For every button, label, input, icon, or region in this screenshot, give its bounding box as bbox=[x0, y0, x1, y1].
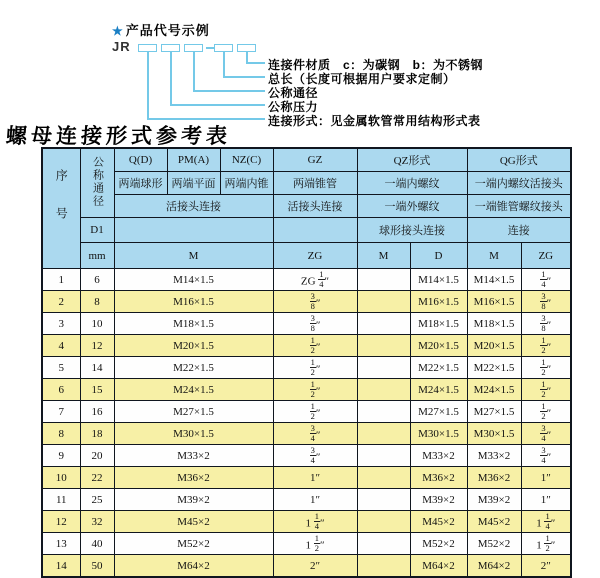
connector-line bbox=[246, 62, 265, 64]
diagram-label-connection: 连接形式：见金属软管常用结构形式表 bbox=[268, 114, 481, 128]
header-nz-desc: 两端内锥 bbox=[220, 172, 273, 195]
cell-seq: 14 bbox=[42, 555, 80, 578]
cell-qg-m: M39×2 bbox=[467, 489, 521, 511]
cell-qz-d: M64×2 bbox=[410, 555, 467, 578]
header-q-desc: 两端球形 bbox=[114, 172, 167, 195]
table-row bbox=[42, 357, 571, 379]
cell-dn: 10 bbox=[80, 313, 114, 335]
cell-qz-d: M24×1.5 bbox=[410, 379, 467, 401]
cell-qz-m bbox=[357, 445, 410, 467]
cell-qz-d: M16×1.5 bbox=[410, 291, 467, 313]
cell-m: M27×1.5 bbox=[114, 401, 273, 423]
cell-qz-d: M27×1.5 bbox=[410, 401, 467, 423]
cell-qz-d: M30×1.5 bbox=[410, 423, 467, 445]
header-col-zg2: ZG bbox=[521, 243, 571, 269]
code-box-5 bbox=[237, 44, 256, 52]
header-qg-desc1: 一端内螺纹活接头 bbox=[467, 172, 571, 195]
header-qg-conn: 连接 bbox=[467, 218, 571, 243]
cell-seq: 11 bbox=[42, 489, 80, 511]
cell-qz-m bbox=[357, 489, 410, 511]
cell-qg-zg: $\frac{3}{8}$ ″ bbox=[521, 313, 571, 335]
header-qg-desc2: 一端锥管螺纹接头 bbox=[467, 195, 571, 218]
cell-gz-zg: $\frac{1}{2}$ ″ bbox=[273, 379, 357, 401]
cell-qg-m: M14×1.5 bbox=[467, 269, 521, 291]
header-pm: PM(A) bbox=[167, 148, 220, 172]
connector-line bbox=[193, 90, 265, 92]
cell-qg-m: M24×1.5 bbox=[467, 379, 521, 401]
cell-m: M22×1.5 bbox=[114, 357, 273, 379]
cell-qg-zg: $\frac{1}{2}$ ″ bbox=[521, 357, 571, 379]
table-row bbox=[42, 335, 571, 357]
header-q: Q(D) bbox=[114, 148, 167, 172]
cell-qg-m: M64×2 bbox=[467, 555, 521, 578]
header-d1: D1 bbox=[80, 218, 114, 243]
connector-line bbox=[170, 52, 172, 105]
cell-qg-zg: 1 $\frac{1}{2}$ ″ bbox=[521, 533, 571, 555]
code-box-2 bbox=[161, 44, 180, 52]
cell-dn: 25 bbox=[80, 489, 114, 511]
cell-qz-m bbox=[357, 555, 410, 578]
cell-qz-d: M52×2 bbox=[410, 533, 467, 555]
connector-line bbox=[193, 52, 195, 91]
cell-qg-m: M27×1.5 bbox=[467, 401, 521, 423]
cell-gz-zg: $\frac{3}{4}$ ″ bbox=[273, 445, 357, 467]
cell-qg-m: M45×2 bbox=[467, 511, 521, 533]
cell-qz-d: M14×1.5 bbox=[410, 269, 467, 291]
header-qz-desc1: 一端内螺纹 bbox=[357, 172, 467, 195]
cell-gz-zg: $\frac{1}{2}$ ″ bbox=[273, 335, 357, 357]
connector-line bbox=[223, 76, 265, 78]
header-col-zg1: ZG bbox=[273, 243, 357, 269]
cell-m: M64×2 bbox=[114, 555, 273, 578]
diagram-label-diameter: 公称通径 bbox=[268, 86, 319, 100]
header-qz-conn: 球形接头连接 bbox=[357, 218, 467, 243]
diagram-label-material: 连接件材质 c：为碳钢 b：为不锈钢 bbox=[268, 58, 484, 72]
table-row bbox=[42, 467, 571, 489]
cell-m: M20×1.5 bbox=[114, 335, 273, 357]
cell-gz-zg: $\frac{3}{8}$ ″ bbox=[273, 313, 357, 335]
cell-qz-d: M39×2 bbox=[410, 489, 467, 511]
header-row-2 bbox=[42, 172, 571, 195]
cell-m: M39×2 bbox=[114, 489, 273, 511]
code-dash bbox=[206, 47, 214, 49]
cell-seq: 9 bbox=[42, 445, 80, 467]
header-col-d: D bbox=[410, 243, 467, 269]
diagram-label-length: 总长（长度可根据用户要求定制） bbox=[268, 72, 456, 86]
header-row-3 bbox=[42, 195, 571, 218]
header-empty bbox=[273, 218, 357, 243]
cell-seq: 1 bbox=[42, 269, 80, 291]
cell-dn: 20 bbox=[80, 445, 114, 467]
cell-qz-m bbox=[357, 533, 410, 555]
header-row-5 bbox=[42, 243, 571, 269]
table-row bbox=[42, 313, 571, 335]
table-row bbox=[42, 511, 571, 533]
header-qz-desc2: 一端外螺纹 bbox=[357, 195, 467, 218]
cell-m: M30×1.5 bbox=[114, 423, 273, 445]
cell-qg-m: M22×1.5 bbox=[467, 357, 521, 379]
header-dn: 公称通径 bbox=[80, 148, 114, 218]
cell-dn: 6 bbox=[80, 269, 114, 291]
cell-qz-d: M22×1.5 bbox=[410, 357, 467, 379]
cell-qg-m: M20×1.5 bbox=[467, 335, 521, 357]
cell-qz-m bbox=[357, 335, 410, 357]
header-gz: GZ bbox=[273, 148, 357, 172]
cell-qg-zg: $\frac{3}{8}$ ″ bbox=[521, 291, 571, 313]
cell-dn: 50 bbox=[80, 555, 114, 578]
table-row bbox=[42, 291, 571, 313]
cell-m: M36×2 bbox=[114, 467, 273, 489]
connector-line bbox=[147, 52, 149, 119]
cell-dn: 32 bbox=[80, 511, 114, 533]
cell-qg-zg: 1″ bbox=[521, 489, 571, 511]
cell-dn: 8 bbox=[80, 291, 114, 313]
cell-qz-d: M18×1.5 bbox=[410, 313, 467, 335]
cell-qz-d: M45×2 bbox=[410, 511, 467, 533]
code-box-1 bbox=[138, 44, 157, 52]
cell-dn: 12 bbox=[80, 335, 114, 357]
cell-dn: 14 bbox=[80, 357, 114, 379]
cell-qz-m bbox=[357, 401, 410, 423]
cell-seq: 5 bbox=[42, 357, 80, 379]
cell-qz-m bbox=[357, 423, 410, 445]
cell-qz-m bbox=[357, 357, 410, 379]
table-row bbox=[42, 445, 571, 467]
header-col-m2: M bbox=[357, 243, 410, 269]
cell-m: M33×2 bbox=[114, 445, 273, 467]
cell-seq: 12 bbox=[42, 511, 80, 533]
cell-qg-m: M18×1.5 bbox=[467, 313, 521, 335]
header-gz-desc: 两端锥管 bbox=[273, 172, 357, 195]
cell-seq: 4 bbox=[42, 335, 80, 357]
cell-seq: 7 bbox=[42, 401, 80, 423]
cell-gz-zg: $\frac{1}{2}$ ″ bbox=[273, 357, 357, 379]
cell-qg-zg: $\frac{1}{2}$ ″ bbox=[521, 379, 571, 401]
cell-m: M14×1.5 bbox=[114, 269, 273, 291]
cell-m: M18×1.5 bbox=[114, 313, 273, 335]
cell-m: M16×1.5 bbox=[114, 291, 273, 313]
cell-qg-zg: $\frac{1}{2}$ ″ bbox=[521, 401, 571, 423]
cell-dn: 40 bbox=[80, 533, 114, 555]
header-row-4 bbox=[42, 218, 571, 243]
cell-qg-zg: $\frac{3}{4}$ ″ bbox=[521, 445, 571, 467]
cell-gz-zg: ZG $\frac{1}{4}$ ″ bbox=[273, 269, 357, 291]
cell-seq: 10 bbox=[42, 467, 80, 489]
table-row bbox=[42, 401, 571, 423]
cell-seq: 8 bbox=[42, 423, 80, 445]
cell-m: M52×2 bbox=[114, 533, 273, 555]
header-qz: QZ形式 bbox=[357, 148, 467, 172]
diagram-heading-text: 产品代号示例 bbox=[125, 23, 210, 38]
table-row bbox=[42, 555, 571, 578]
cell-gz-zg: 2″ bbox=[273, 555, 357, 578]
cell-qz-m bbox=[357, 467, 410, 489]
diagram-heading bbox=[112, 20, 210, 39]
table-row bbox=[42, 379, 571, 401]
cell-qz-m bbox=[357, 379, 410, 401]
star-icon: ★ bbox=[112, 24, 124, 38]
connector-line bbox=[170, 104, 265, 106]
cell-qg-zg: 1 $\frac{1}{4}$ ″ bbox=[521, 511, 571, 533]
cell-qg-zg: $\frac{3}{4}$ ″ bbox=[521, 423, 571, 445]
header-seq: 序号 bbox=[42, 148, 80, 269]
cell-gz-zg: $\frac{3}{8}$ ″ bbox=[273, 291, 357, 313]
cell-qg-zg: $\frac{1}{4}$ ″ bbox=[521, 269, 571, 291]
cell-gz-zg: 1″ bbox=[273, 467, 357, 489]
table-header bbox=[42, 148, 571, 269]
header-nz: NZ(C) bbox=[220, 148, 273, 172]
cell-gz-zg: $\frac{1}{2}$ ″ bbox=[273, 401, 357, 423]
table-row bbox=[42, 269, 571, 291]
cell-qz-m bbox=[357, 313, 410, 335]
cell-qg-m: M52×2 bbox=[467, 533, 521, 555]
header-pm-desc: 两端平面 bbox=[167, 172, 220, 195]
cell-gz-zg: 1″ bbox=[273, 489, 357, 511]
nut-connection-reference-table bbox=[41, 147, 572, 578]
cell-gz-zg: 1 $\frac{1}{2}$ ″ bbox=[273, 533, 357, 555]
header-gz-conn: 活接头连接 bbox=[273, 195, 357, 218]
cell-qz-d: M20×1.5 bbox=[410, 335, 467, 357]
cell-qg-zg: 1″ bbox=[521, 467, 571, 489]
cell-m: M45×2 bbox=[114, 511, 273, 533]
table-row bbox=[42, 423, 571, 445]
diagram-label-pressure: 公称压力 bbox=[268, 100, 319, 114]
cell-m: M24×1.5 bbox=[114, 379, 273, 401]
cell-qg-zg: 2″ bbox=[521, 555, 571, 578]
cell-gz-zg: 1 $\frac{1}{4}$ ″ bbox=[273, 511, 357, 533]
cell-qz-d: M36×2 bbox=[410, 467, 467, 489]
cell-qg-m: M30×1.5 bbox=[467, 423, 521, 445]
code-box-3 bbox=[184, 44, 203, 52]
cell-gz-zg: $\frac{3}{4}$ ″ bbox=[273, 423, 357, 445]
header-union-conn: 活接头连接 bbox=[114, 195, 273, 218]
header-col-m1: M bbox=[114, 243, 273, 269]
code-prefix: JR bbox=[112, 39, 131, 54]
header-row-1 bbox=[42, 148, 571, 172]
table-title: 螺母连接形式参考表 bbox=[5, 123, 232, 148]
table-row bbox=[42, 533, 571, 555]
code-box-4 bbox=[214, 44, 233, 52]
header-qg: QG形式 bbox=[467, 148, 571, 172]
cell-qg-m: M36×2 bbox=[467, 467, 521, 489]
header-empty bbox=[114, 218, 273, 243]
cell-qz-m bbox=[357, 291, 410, 313]
cell-seq: 2 bbox=[42, 291, 80, 313]
cell-qz-m bbox=[357, 269, 410, 291]
cell-qg-zg: $\frac{1}{2}$ ″ bbox=[521, 335, 571, 357]
cell-qg-m: M33×2 bbox=[467, 445, 521, 467]
cell-qg-m: M16×1.5 bbox=[467, 291, 521, 313]
cell-dn: 22 bbox=[80, 467, 114, 489]
header-col-m3: M bbox=[467, 243, 521, 269]
cell-dn: 16 bbox=[80, 401, 114, 423]
table-row bbox=[42, 489, 571, 511]
cell-dn: 18 bbox=[80, 423, 114, 445]
cell-seq: 6 bbox=[42, 379, 80, 401]
connector-line bbox=[223, 52, 225, 77]
cell-qz-d: M33×2 bbox=[410, 445, 467, 467]
cell-seq: 13 bbox=[42, 533, 80, 555]
cell-qz-m bbox=[357, 511, 410, 533]
header-mm: mm bbox=[80, 243, 114, 269]
cell-seq: 3 bbox=[42, 313, 80, 335]
cell-dn: 15 bbox=[80, 379, 114, 401]
table-body bbox=[42, 269, 571, 578]
